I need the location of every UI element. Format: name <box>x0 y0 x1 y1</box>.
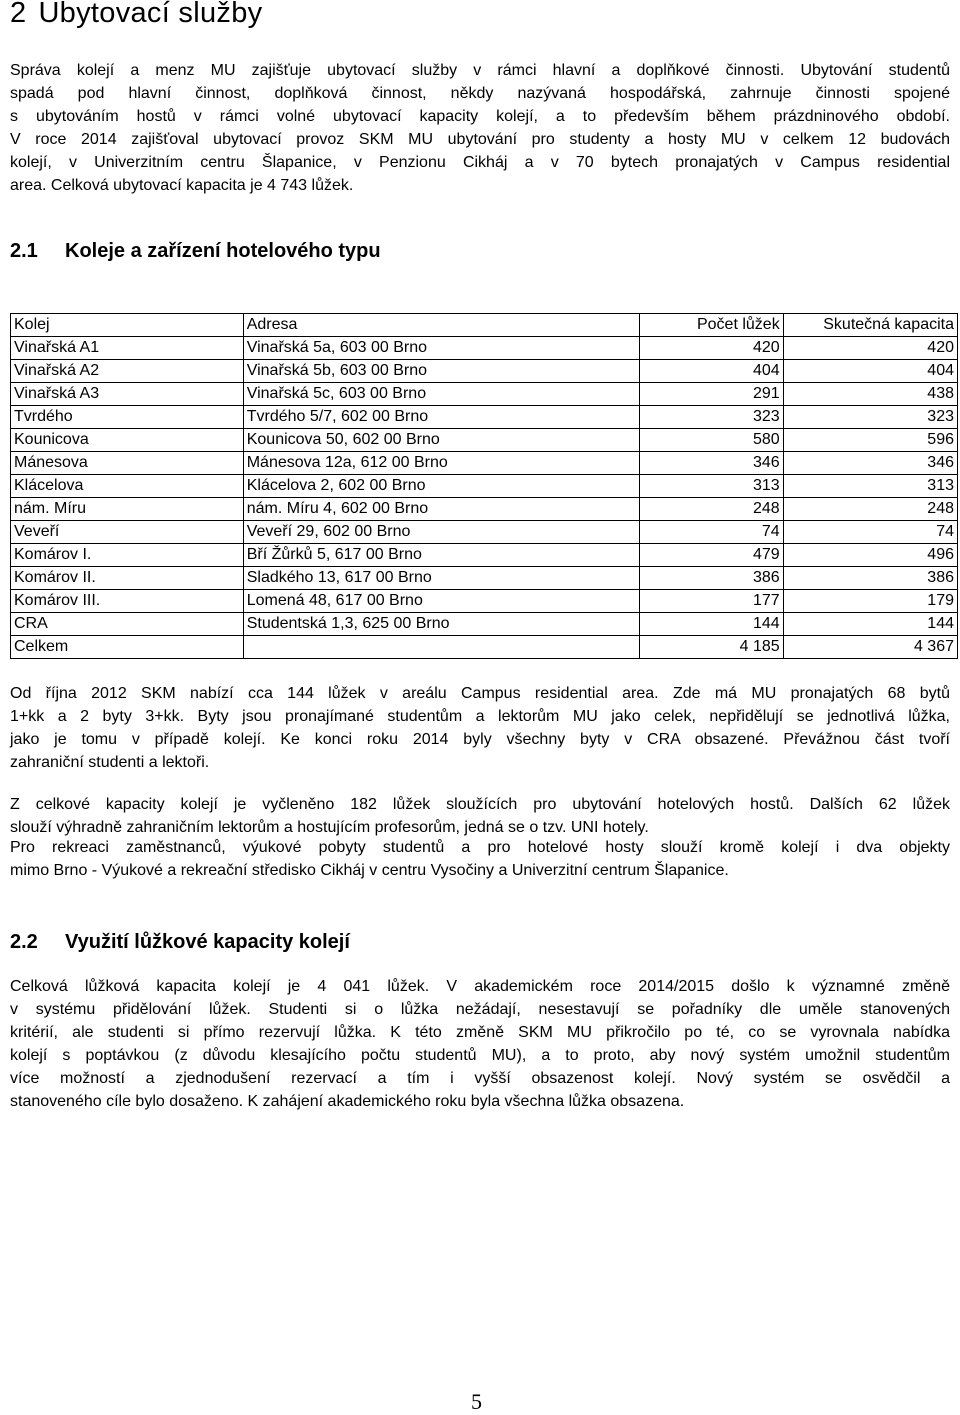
intro-paragraph <box>10 59 950 197</box>
cell-skutecna-kapacita: 386 <box>783 567 957 590</box>
text-line: kolejí s poptávkou (z důvodu klesajícího počtu studentů MU), a to proto, aby nový systém umožnil studentům <box>10 1047 950 1064</box>
cell-skutecna-kapacita: 346 <box>783 452 957 475</box>
cell-pocet-luzek: 248 <box>639 498 783 521</box>
cell-adresa: Sladkého 13, 617 00 Brno <box>243 567 639 590</box>
cra-paragraph <box>10 682 950 774</box>
section-heading <box>10 0 262 30</box>
cell-adresa: Mánesova 12a, 612 00 Brno <box>243 452 639 475</box>
cell-pocet-luzek: 291 <box>639 383 783 406</box>
text-line: kritérií, ale studenti si přímo rezervují lůžka. K této změně SKM MU přikročilo po té, co se vyrovnala nabídka <box>10 1024 950 1041</box>
subsection-title: Využití lůžkové kapacity kolejí <box>65 931 350 953</box>
cell-skutecna-kapacita: 438 <box>783 383 957 406</box>
cell-pocet-luzek: 346 <box>639 452 783 475</box>
recreation-paragraph <box>10 836 950 882</box>
text-line: mimo Brno - Výukové a rekreační středisko Cikháj v centru Vysočiny a Univerzitní centrum Šlapanice. <box>10 862 729 879</box>
table-row <box>11 544 958 567</box>
cell-adresa: Bří Žůrků 5, 617 00 Brno <box>243 544 639 567</box>
table-row <box>11 567 958 590</box>
cell-kolej: CRA <box>11 613 244 636</box>
text-line: Pro rekreaci zaměstnanců, výukové pobyty studentů a pro hotelové hosty slouží kromě kolejí i dva objekty <box>10 839 950 856</box>
cell-pocet-luzek: 4 185 <box>639 636 783 659</box>
cell-skutecna-kapacita: 313 <box>783 475 957 498</box>
cell-skutecna-kapacita: 144 <box>783 613 957 636</box>
subsection-heading-2-2 <box>10 931 350 954</box>
cell-pocet-luzek: 177 <box>639 590 783 613</box>
subsection-title: Koleje a zařízení hotelového typu <box>65 240 381 262</box>
text-line: kolejí, v Univerzitním centru Šlapanice, v Penzionu Cikháj a v 70 bytech pronajatých v Campus residential <box>10 154 950 171</box>
hotel-paragraph <box>10 793 950 839</box>
cell-adresa <box>243 636 639 659</box>
cell-skutecna-kapacita: 248 <box>783 498 957 521</box>
table-row <box>11 452 958 475</box>
cell-skutecna-kapacita: 4 367 <box>783 636 957 659</box>
text-line: více možností a zjednodušení rezervací a tím i vyšší obsazenost kolejí. Nový systém se osvědčil a <box>10 1070 950 1087</box>
cell-skutecna-kapacita: 496 <box>783 544 957 567</box>
text-line: stanoveného cíle bylo dosaženo. K zahájení akademického roku byla všechna lůžka obsazena. <box>10 1093 685 1110</box>
cell-skutecna-kapacita: 323 <box>783 406 957 429</box>
table-row <box>11 613 958 636</box>
table-row <box>11 383 958 406</box>
table-body <box>11 337 958 659</box>
text-line: slouží výhradně zahraničním lektorům a hostujícím profesorům, jedná se o tzv. UNI hotely. <box>10 819 649 836</box>
table-row <box>11 521 958 544</box>
cell-kolej: Komárov III. <box>11 590 244 613</box>
table-row <box>11 406 958 429</box>
cell-pocet-luzek: 580 <box>639 429 783 452</box>
cell-pocet-luzek: 323 <box>639 406 783 429</box>
dormitory-table <box>10 313 958 659</box>
cell-pocet-luzek: 404 <box>639 360 783 383</box>
cell-skutecna-kapacita: 404 <box>783 360 957 383</box>
column-header: Kolej <box>11 314 244 337</box>
cell-kolej: Klácelova <box>11 475 244 498</box>
cell-adresa: Vinařská 5c, 603 00 Brno <box>243 383 639 406</box>
cell-kolej: Komárov I. <box>11 544 244 567</box>
subsection-number: 2.2 <box>10 931 38 953</box>
cell-kolej: Vinařská A1 <box>11 337 244 360</box>
text-line: Z celkové kapacity kolejí je vyčleněno 182 lůžek sloužících pro ubytování hotelových hostů. Dalších 62 lůžek <box>10 796 950 813</box>
table-row <box>11 475 958 498</box>
subsection-number: 2.1 <box>10 240 38 262</box>
cell-kolej: Tvrdého <box>11 406 244 429</box>
text-line: spadá pod hlavní činnost, doplňková činnost, někdy nazývaná hospodářská, zahrnuje činnosti spojené <box>10 85 950 102</box>
cell-kolej: Vinařská A3 <box>11 383 244 406</box>
text-line: area. Celková ubytovací kapacita je 4 743 lůžek. <box>10 177 354 194</box>
cell-adresa: Kounicova 50, 602 00 Brno <box>243 429 639 452</box>
cell-kolej: Celkem <box>11 636 244 659</box>
section-number: 2 <box>10 0 27 29</box>
cell-kolej: Komárov II. <box>11 567 244 590</box>
text-line: 1+kk a 2 byty 3+kk. Byty jsou pronajímané studentům a lektorům MU jako celek, nepřidělují se jednotlivá lůžka, <box>10 708 950 725</box>
cell-kolej: Kounicova <box>11 429 244 452</box>
cell-adresa: Lomená 48, 617 00 Brno <box>243 590 639 613</box>
table-header-row <box>11 314 958 337</box>
cell-skutecna-kapacita: 420 <box>783 337 957 360</box>
cell-adresa: Vinařská 5b, 603 00 Brno <box>243 360 639 383</box>
cell-pocet-luzek: 74 <box>639 521 783 544</box>
cell-kolej: nám. Míru <box>11 498 244 521</box>
cell-adresa: Studentská 1,3, 625 00 Brno <box>243 613 639 636</box>
table-row <box>11 360 958 383</box>
cell-kolej: Mánesova <box>11 452 244 475</box>
cell-pocet-luzek: 386 <box>639 567 783 590</box>
cell-skutecna-kapacita: 179 <box>783 590 957 613</box>
column-header: Skutečná kapacita <box>783 314 957 337</box>
cell-kolej: Vinařská A2 <box>11 360 244 383</box>
cell-adresa: nám. Míru 4, 602 00 Brno <box>243 498 639 521</box>
cell-pocet-luzek: 144 <box>639 613 783 636</box>
text-line: Celková lůžková kapacita kolejí je 4 041 lůžek. V akademickém roce 2014/2015 došlo k významné změně <box>10 978 950 995</box>
text-line: Správa kolejí a menz MU zajišťuje ubytovací služby v rámci hlavní a doplňkové činnosti. Ubytování studentů <box>10 62 950 79</box>
text-line: jako je tomu v případě kolejí. Ke konci roku 2014 byly všechny byty v CRA obsazené. Převážnou část tvoří <box>10 731 950 748</box>
table-row <box>11 590 958 613</box>
cell-adresa: Veveří 29, 602 00 Brno <box>243 521 639 544</box>
text-line: V roce 2014 zajišťoval ubytovací provoz SKM MU ubytování pro studenty a hosty MU v celkem 12 budovách <box>10 131 950 148</box>
text-line: Od října 2012 SKM nabízí cca 144 lůžek v areálu Campus residential area. Zde má MU pronajatých 68 bytů <box>10 685 950 702</box>
column-header: Adresa <box>243 314 639 337</box>
text-line: v systému přidělování lůžek. Studenti si o lůžka nežádají, nesestavují se pořadníky dle uměle stanovených <box>10 1001 950 1018</box>
cell-adresa: Tvrdého 5/7, 602 00 Brno <box>243 406 639 429</box>
cell-skutecna-kapacita: 74 <box>783 521 957 544</box>
table-row <box>11 636 958 659</box>
text-line: zahraniční studenti a lektoři. <box>10 754 210 771</box>
subsection-heading-2-1 <box>10 240 381 263</box>
cell-pocet-luzek: 313 <box>639 475 783 498</box>
cell-adresa: Vinařská 5a, 603 00 Brno <box>243 337 639 360</box>
table-row <box>11 498 958 521</box>
page-number: 5 <box>471 1389 482 1414</box>
column-header: Počet lůžek <box>639 314 783 337</box>
text-line: s ubytováním hostů v rámci volné ubytovací kapacity kolejí, a to především během prázdninového období. <box>10 108 950 125</box>
cell-kolej: Veveří <box>11 521 244 544</box>
table-row <box>11 429 958 452</box>
cell-pocet-luzek: 420 <box>639 337 783 360</box>
cell-skutecna-kapacita: 596 <box>783 429 957 452</box>
capacity-usage-paragraph <box>10 975 950 1113</box>
table-row <box>11 337 958 360</box>
cell-pocet-luzek: 479 <box>639 544 783 567</box>
cell-adresa: Klácelova 2, 602 00 Brno <box>243 475 639 498</box>
section-title: Ubytovací služby <box>38 0 263 29</box>
